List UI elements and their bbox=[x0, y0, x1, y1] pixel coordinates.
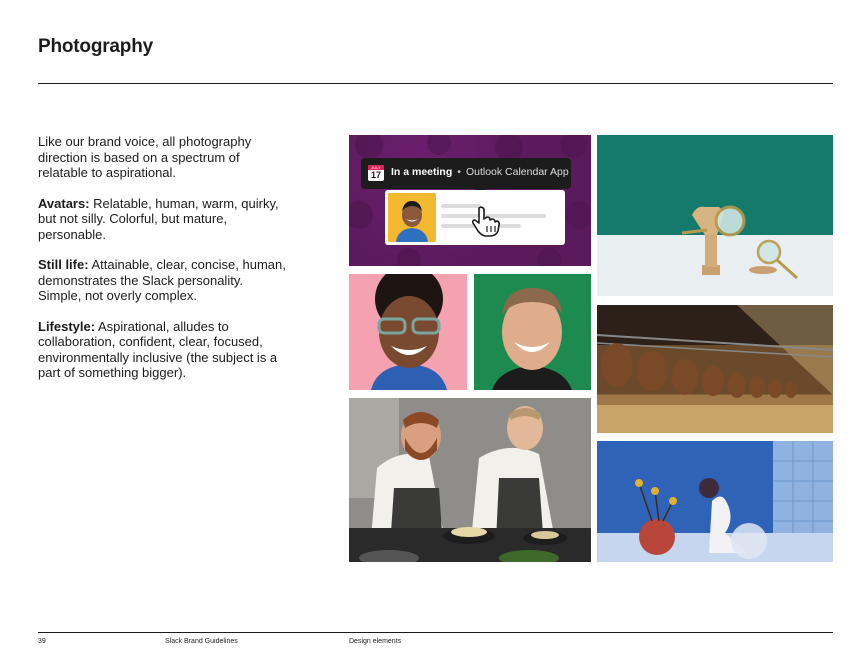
status-label: In a meeting bbox=[391, 166, 453, 178]
barn-cows-illustration bbox=[597, 305, 833, 433]
footer-rule bbox=[38, 632, 833, 633]
status-app: Outlook Calendar App bbox=[465, 166, 569, 178]
header-rule bbox=[38, 83, 833, 84]
lifestyle-cows-photo bbox=[597, 305, 833, 433]
status-separator: • bbox=[457, 166, 461, 178]
still-life-sculpture-photo bbox=[597, 441, 833, 562]
avatars-paragraph: Avatars: Relatable, human, warm, quirky, but not silly. Colorful, but mature, personable. bbox=[38, 195, 279, 242]
still-life-magnifier-photo bbox=[597, 135, 833, 296]
avatar-photo-man bbox=[474, 274, 591, 390]
avatar bbox=[388, 193, 436, 242]
intro-paragraph: Like our brand voice, all photography direction is based on a spectrum of relatable to aspirational. bbox=[38, 134, 252, 180]
status-text bbox=[391, 166, 569, 178]
profile-card bbox=[385, 190, 565, 245]
smiling-man-illustration bbox=[474, 274, 591, 390]
sculpture-vase-illustration bbox=[597, 441, 833, 562]
avatar-photo-woman bbox=[349, 274, 467, 390]
body-text bbox=[38, 134, 288, 396]
page-number: 39 bbox=[38, 638, 46, 645]
calendar-icon: JULY 17 bbox=[368, 165, 384, 181]
meeting-status-image bbox=[349, 135, 591, 266]
footer-document-title: Slack Brand Guidelines bbox=[165, 638, 238, 645]
page-title: Photography bbox=[38, 36, 153, 57]
still-life-paragraph: Still life: Attainable, clear, concise, human, demonstrates the Slack personality. Simple, not overly complex. bbox=[38, 257, 286, 303]
magnifier-hand-illustration bbox=[597, 135, 833, 296]
footer-section-name: Design elements bbox=[349, 638, 402, 645]
lifestyle-chefs-photo bbox=[349, 398, 591, 562]
status-tooltip bbox=[361, 158, 571, 189]
hand-pointer-icon bbox=[469, 204, 503, 238]
person-avatar-illustration bbox=[388, 193, 436, 242]
chefs-cooking-illustration bbox=[349, 398, 591, 562]
lifestyle-paragraph: Lifestyle: Aspirational, alludes to collaboration, confident, clear, focused, environmentally inclusive (the subject is a part of something bigger). bbox=[38, 318, 278, 380]
smiling-woman-illustration bbox=[349, 274, 467, 390]
